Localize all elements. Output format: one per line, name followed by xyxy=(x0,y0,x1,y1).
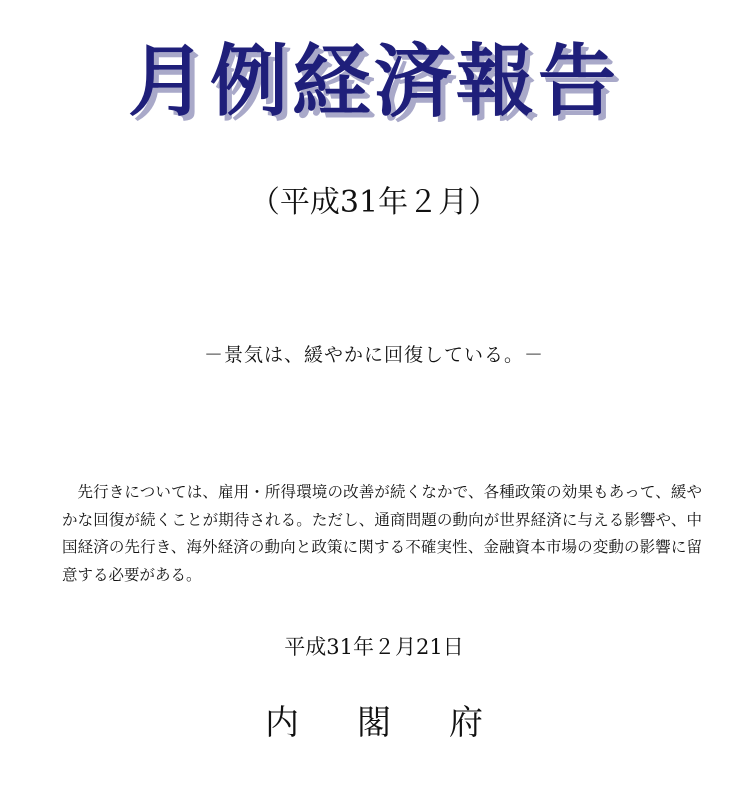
report-period: （平成31年２月） xyxy=(249,185,499,220)
outlook-paragraph: 先行きについては、雇用・所得環境の改善が続くなかで、各種政策の効果もあって、緩やかな回復が続くことが期待される。ただし、通商問題の動向が世界経済に与える影響や、中国経済の先行き、海外経済の動向と政策に関する不確実性、金融資本市場の変動の影響に留意する必要がある。 xyxy=(62,483,702,584)
issuing-agency: 内閣府 xyxy=(265,703,541,743)
economic-assessment: －景気は、緩やかに回復している。－ xyxy=(203,344,544,366)
publication-date: 平成31年２月21日 xyxy=(284,635,464,659)
report-title: 月例経済報告 xyxy=(127,37,620,127)
